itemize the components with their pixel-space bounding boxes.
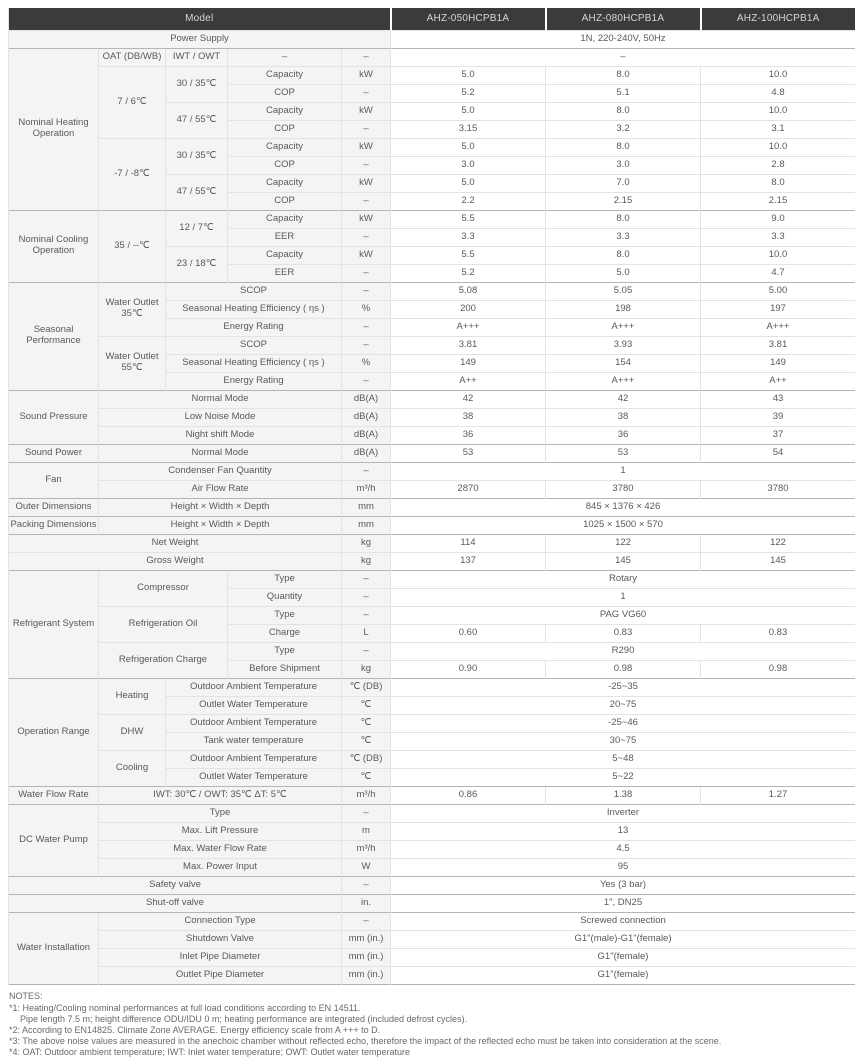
- model-name-cell: AHZ-050HCPB1A: [391, 8, 546, 30]
- value-cell: 1025 × 1500 × 570: [391, 516, 855, 534]
- group-label-cell: Water Flow Rate: [9, 786, 99, 804]
- spec-label-cell: Night shift Mode: [99, 426, 342, 444]
- spec-label-cell: Type: [228, 570, 342, 588]
- table-row: [9, 570, 855, 588]
- value-cell: 149: [701, 354, 855, 372]
- value-cell: 5.2: [391, 84, 546, 102]
- value-cell: A++: [701, 372, 855, 390]
- value-cell: 10.0: [701, 138, 855, 156]
- value-cell: 10.0: [701, 246, 855, 264]
- spec-label-cell: Outdoor Ambient Temperature: [166, 750, 342, 768]
- unit-cell: –: [342, 264, 391, 282]
- spec-label-cell: 23 / 18℃: [166, 246, 228, 282]
- table-row: [9, 966, 855, 984]
- value-cell: 0.60: [391, 624, 546, 642]
- spec-label-cell: Capacity: [228, 102, 342, 120]
- table-row: [9, 480, 855, 498]
- value-cell: 8.0: [546, 102, 701, 120]
- unit-cell: –: [342, 336, 391, 354]
- value-cell: Rotary: [391, 570, 855, 588]
- spec-label-cell: 47 / 55℃: [166, 174, 228, 210]
- spec-label-cell: Connection Type: [99, 912, 342, 930]
- value-cell: –: [391, 48, 855, 66]
- group-label-cell: Operation Range: [9, 678, 99, 786]
- unit-cell: mm (in.): [342, 930, 391, 948]
- value-cell: 95: [391, 858, 855, 876]
- unit-cell: kg: [342, 660, 391, 678]
- unit-cell: m³/h: [342, 786, 391, 804]
- value-cell: 137: [391, 552, 546, 570]
- table-row: [9, 714, 855, 732]
- value-cell: 5.00: [701, 282, 855, 300]
- spec-label-cell: –: [228, 48, 342, 66]
- unit-cell: mm: [342, 498, 391, 516]
- value-cell: 5.2: [391, 264, 546, 282]
- value-cell: 1: [391, 462, 855, 480]
- value-cell: 198: [546, 300, 701, 318]
- spec-label-cell: SCOP: [166, 282, 342, 300]
- value-cell: 114: [391, 534, 546, 552]
- unit-cell: –: [342, 228, 391, 246]
- spec-label-cell: Quantity: [228, 588, 342, 606]
- spec-label-cell: Heating: [99, 678, 166, 714]
- value-cell: 36: [391, 426, 546, 444]
- unit-cell: –: [342, 912, 391, 930]
- table-row: [9, 786, 855, 804]
- value-cell: 7.0: [546, 174, 701, 192]
- spec-label-cell: Outlet Pipe Diameter: [99, 966, 342, 984]
- value-cell: 3.0: [391, 156, 546, 174]
- group-label-cell: Packing Dimensions: [9, 516, 99, 534]
- value-cell: 5.08: [391, 282, 546, 300]
- spec-label-cell: Energy Rating: [166, 318, 342, 336]
- model-name-cell: AHZ-100HCPB1A: [701, 8, 855, 30]
- value-cell: 36: [546, 426, 701, 444]
- value-cell: 3.3: [391, 228, 546, 246]
- value-cell: 4.7: [701, 264, 855, 282]
- unit-cell: kW: [342, 174, 391, 192]
- group-label-cell: Refrigerant System: [9, 570, 99, 678]
- value-cell: 8.0: [546, 138, 701, 156]
- spec-label-cell: DHW: [99, 714, 166, 750]
- unit-cell: mm (in.): [342, 948, 391, 966]
- spec-label-cell: Seasonal Heating Efficiency ( ηs ): [166, 300, 342, 318]
- table-row: [9, 408, 855, 426]
- value-cell: 43: [701, 390, 855, 408]
- value-cell: 197: [701, 300, 855, 318]
- value-cell: 9.0: [701, 210, 855, 228]
- value-cell: 5.1: [546, 84, 701, 102]
- unit-cell: %: [342, 354, 391, 372]
- table-row: [9, 8, 855, 30]
- value-cell: 5.0: [546, 264, 701, 282]
- value-cell: PAG VG60: [391, 606, 855, 624]
- value-cell: 39: [701, 408, 855, 426]
- spec-label-cell: Power Supply: [9, 30, 391, 48]
- unit-cell: –: [342, 804, 391, 822]
- value-cell: 2.15: [546, 192, 701, 210]
- value-cell: 38: [391, 408, 546, 426]
- unit-cell: ℃: [342, 696, 391, 714]
- unit-cell: in.: [342, 894, 391, 912]
- value-cell: 10.0: [701, 66, 855, 84]
- group-label-cell: Seasonal Performance: [9, 282, 99, 390]
- table-row: [9, 498, 855, 516]
- spec-label-cell: 47 / 55℃: [166, 102, 228, 138]
- spec-label-cell: Normal Mode: [99, 444, 342, 462]
- table-row: [9, 336, 855, 354]
- spec-label-cell: 12 / 7℃: [166, 210, 228, 246]
- spec-label-cell: Capacity: [228, 174, 342, 192]
- table-row: [9, 822, 855, 840]
- value-cell: 2.15: [701, 192, 855, 210]
- unit-cell: –: [342, 318, 391, 336]
- table-row: [9, 516, 855, 534]
- value-cell: 8.0: [546, 210, 701, 228]
- table-row: [9, 534, 855, 552]
- spec-label-cell: Capacity: [228, 138, 342, 156]
- spec-label-cell: Outlet Water Temperature: [166, 768, 342, 786]
- note-line: *4: OAT: Outdoor ambient temperature; IWT: Inlet water temperature; OWT: Outlet water temperature: [9, 1047, 855, 1058]
- table-row: [9, 138, 855, 156]
- spec-label-cell: Capacity: [228, 210, 342, 228]
- note-line: *3: The above noise values are measured in the anechoic chamber without reflected echo, therefore the impact of the reflected echo must be taken into consideration at the scene.: [9, 1036, 855, 1047]
- table-row: [9, 948, 855, 966]
- value-cell: 3780: [701, 480, 855, 498]
- value-cell: 5~48: [391, 750, 855, 768]
- value-cell: 2870: [391, 480, 546, 498]
- value-cell: 1", DN25: [391, 894, 855, 912]
- group-label-cell: Fan: [9, 462, 99, 498]
- unit-cell: mm (in.): [342, 966, 391, 984]
- unit-cell: kW: [342, 138, 391, 156]
- table-row: [9, 912, 855, 930]
- value-cell: 5.0: [391, 102, 546, 120]
- table-row: [9, 48, 855, 66]
- notes-section: [9, 991, 855, 1058]
- value-cell: 3.15: [391, 120, 546, 138]
- model-name-cell: AHZ-080HCPB1A: [546, 8, 701, 30]
- value-cell: Inverter: [391, 804, 855, 822]
- unit-cell: kW: [342, 66, 391, 84]
- value-cell: 1N, 220-240V, 50Hz: [391, 30, 855, 48]
- table-row: [9, 804, 855, 822]
- value-cell: 38: [546, 408, 701, 426]
- spec-label-cell: 35 / --℃: [99, 210, 166, 282]
- value-cell: A+++: [546, 372, 701, 390]
- value-cell: 5.0: [391, 66, 546, 84]
- value-cell: 5.5: [391, 246, 546, 264]
- value-cell: 3780: [546, 480, 701, 498]
- value-cell: 3.2: [546, 120, 701, 138]
- unit-cell: mm: [342, 516, 391, 534]
- table-row: [9, 444, 855, 462]
- value-cell: 1.27: [701, 786, 855, 804]
- value-cell: 5.0: [391, 174, 546, 192]
- value-cell: -25~35: [391, 678, 855, 696]
- spec-label-cell: Height × Width × Depth: [99, 498, 342, 516]
- spec-label-cell: Height × Width × Depth: [99, 516, 342, 534]
- table-row: [9, 390, 855, 408]
- spec-label-cell: Outlet Water Temperature: [166, 696, 342, 714]
- spec-label-cell: COP: [228, 120, 342, 138]
- unit-cell: –: [342, 282, 391, 300]
- spec-label-cell: Energy Rating: [166, 372, 342, 390]
- value-cell: Yes (3 bar): [391, 876, 855, 894]
- unit-cell: kW: [342, 210, 391, 228]
- value-cell: 8.0: [546, 246, 701, 264]
- value-cell: 5.0: [391, 138, 546, 156]
- value-cell: 200: [391, 300, 546, 318]
- value-cell: 0.83: [701, 624, 855, 642]
- value-cell: 42: [546, 390, 701, 408]
- table-row: [9, 462, 855, 480]
- spec-table: [8, 8, 855, 985]
- note-line: *1: Heating/Cooling nominal performances at full load conditions according to EN 14511.: [9, 1003, 855, 1014]
- spec-label-cell: COP: [228, 84, 342, 102]
- table-row: [9, 642, 855, 660]
- spec-label-cell: 30 / 35℃: [166, 138, 228, 174]
- spec-label-cell: Water Outlet 55℃: [99, 336, 166, 390]
- value-cell: 10.0: [701, 102, 855, 120]
- notes-lines: [9, 1003, 855, 1058]
- spec-label-cell: Refrigeration Oil: [99, 606, 228, 642]
- spec-label-cell: Water Outlet 35℃: [99, 282, 166, 336]
- spec-label-cell: Before Shipment: [228, 660, 342, 678]
- group-label-cell: Nominal Cooling Operation: [9, 210, 99, 282]
- unit-cell: %: [342, 300, 391, 318]
- value-cell: 145: [701, 552, 855, 570]
- group-label-cell: Sound Pressure: [9, 390, 99, 444]
- model-header-cell: Model: [9, 8, 391, 30]
- value-cell: 3.81: [701, 336, 855, 354]
- unit-cell: –: [342, 120, 391, 138]
- unit-cell: –: [342, 84, 391, 102]
- spec-label-cell: Type: [228, 642, 342, 660]
- notes-title: NOTES:: [9, 991, 855, 1002]
- spec-label-cell: Compressor: [99, 570, 228, 606]
- value-cell: 5~22: [391, 768, 855, 786]
- table-row: [9, 210, 855, 228]
- value-cell: G1"(female): [391, 948, 855, 966]
- unit-cell: W: [342, 858, 391, 876]
- value-cell: 5.05: [546, 282, 701, 300]
- spec-label-cell: Gross Weight: [9, 552, 342, 570]
- unit-cell: dB(A): [342, 444, 391, 462]
- unit-cell: ℃: [342, 732, 391, 750]
- unit-cell: dB(A): [342, 426, 391, 444]
- value-cell: 1: [391, 588, 855, 606]
- spec-label-cell: Air Flow Rate: [99, 480, 342, 498]
- value-cell: 4.5: [391, 840, 855, 858]
- spec-label-cell: Capacity: [228, 66, 342, 84]
- spec-label-cell: Outdoor Ambient Temperature: [166, 678, 342, 696]
- unit-cell: –: [342, 588, 391, 606]
- group-label-cell: DC Water Pump: [9, 804, 99, 876]
- spec-label-cell: SCOP: [166, 336, 342, 354]
- value-cell: 0.83: [546, 624, 701, 642]
- unit-cell: kW: [342, 246, 391, 264]
- value-cell: 8.0: [701, 174, 855, 192]
- value-cell: A+++: [391, 318, 546, 336]
- table-row: [9, 552, 855, 570]
- unit-cell: –: [342, 570, 391, 588]
- unit-cell: ℃ (DB): [342, 678, 391, 696]
- table-row: [9, 930, 855, 948]
- group-label-cell: Sound Power: [9, 444, 99, 462]
- spec-label-cell: Capacity: [228, 246, 342, 264]
- value-cell: 0.86: [391, 786, 546, 804]
- group-label-cell: Water Installation: [9, 912, 99, 984]
- note-line: *2: According to EN14825. Climate Zone AVERAGE. Energy efficiency scale from A +++ to D.: [9, 1025, 855, 1036]
- value-cell: 30~75: [391, 732, 855, 750]
- unit-cell: kW: [342, 102, 391, 120]
- value-cell: G1"(male)-G1"(female): [391, 930, 855, 948]
- table-row: [9, 894, 855, 912]
- value-cell: A+++: [546, 318, 701, 336]
- unit-cell: dB(A): [342, 408, 391, 426]
- spec-label-cell: Type: [228, 606, 342, 624]
- unit-cell: –: [342, 192, 391, 210]
- value-cell: 0.98: [701, 660, 855, 678]
- unit-cell: –: [342, 48, 391, 66]
- table-row: [9, 840, 855, 858]
- value-cell: 2.8: [701, 156, 855, 174]
- value-cell: 13: [391, 822, 855, 840]
- note-line: Pipe length 7.5 m; height difference ODU/IDU 0 m; heating performance are integrated (included defrost cycles).: [9, 1014, 855, 1025]
- value-cell: 122: [701, 534, 855, 552]
- spec-label-cell: Seasonal Heating Efficiency ( ηs ): [166, 354, 342, 372]
- value-cell: Screwed connection: [391, 912, 855, 930]
- value-cell: 0.98: [546, 660, 701, 678]
- spec-label-cell: Cooling: [99, 750, 166, 786]
- spec-label-cell: Low Noise Mode: [99, 408, 342, 426]
- value-cell: 42: [391, 390, 546, 408]
- spec-label-cell: Shutdown Valve: [99, 930, 342, 948]
- unit-cell: ℃ (DB): [342, 750, 391, 768]
- spec-label-cell: COP: [228, 156, 342, 174]
- unit-cell: ℃: [342, 714, 391, 732]
- table-row: [9, 66, 855, 84]
- spec-label-cell: IWT: 30℃ / OWT: 35℃ ΔT: 5℃: [99, 786, 342, 804]
- spec-label-cell: Condenser Fan Quantity: [99, 462, 342, 480]
- unit-cell: –: [342, 642, 391, 660]
- value-cell: 53: [391, 444, 546, 462]
- unit-cell: –: [342, 156, 391, 174]
- value-cell: 5.5: [391, 210, 546, 228]
- table-row: [9, 30, 855, 48]
- unit-cell: m³/h: [342, 840, 391, 858]
- unit-cell: –: [342, 876, 391, 894]
- table-row: [9, 282, 855, 300]
- value-cell: A++: [391, 372, 546, 390]
- value-cell: 145: [546, 552, 701, 570]
- spec-label-cell: OAT (DB/WB): [99, 48, 166, 66]
- spec-label-cell: Type: [99, 804, 342, 822]
- spec-label-cell: EER: [228, 228, 342, 246]
- unit-cell: ℃: [342, 768, 391, 786]
- value-cell: 122: [546, 534, 701, 552]
- spec-label-cell: Max. Water Flow Rate: [99, 840, 342, 858]
- value-cell: 1.38: [546, 786, 701, 804]
- value-cell: 3.3: [546, 228, 701, 246]
- value-cell: 149: [391, 354, 546, 372]
- unit-cell: –: [342, 606, 391, 624]
- value-cell: R290: [391, 642, 855, 660]
- spec-label-cell: Charge: [228, 624, 342, 642]
- value-cell: 3.1: [701, 120, 855, 138]
- value-cell: 3.0: [546, 156, 701, 174]
- value-cell: 20~75: [391, 696, 855, 714]
- value-cell: 3.93: [546, 336, 701, 354]
- spec-label-cell: Max. Power Input: [99, 858, 342, 876]
- spec-label-cell: IWT / OWT: [166, 48, 228, 66]
- value-cell: 3.3: [701, 228, 855, 246]
- value-cell: 53: [546, 444, 701, 462]
- value-cell: 154: [546, 354, 701, 372]
- value-cell: A+++: [701, 318, 855, 336]
- table-row: [9, 678, 855, 696]
- table-row: [9, 876, 855, 894]
- table-row: [9, 426, 855, 444]
- spec-label-cell: COP: [228, 192, 342, 210]
- value-cell: 37: [701, 426, 855, 444]
- value-cell: G1"(female): [391, 966, 855, 984]
- group-label-cell: Outer Dimensions: [9, 498, 99, 516]
- value-cell: 3.81: [391, 336, 546, 354]
- spec-label-cell: Safety valve: [9, 876, 342, 894]
- spec-label-cell: Refrigeration Charge: [99, 642, 228, 678]
- value-cell: 2.2: [391, 192, 546, 210]
- unit-cell: kg: [342, 534, 391, 552]
- value-cell: 54: [701, 444, 855, 462]
- spec-label-cell: 7 / 6℃: [99, 66, 166, 138]
- unit-cell: kg: [342, 552, 391, 570]
- unit-cell: m³/h: [342, 480, 391, 498]
- value-cell: -25~46: [391, 714, 855, 732]
- spec-label-cell: Outdoor Ambient Temperature: [166, 714, 342, 732]
- spec-label-cell: Max. Lift Pressure: [99, 822, 342, 840]
- spec-table-body: [9, 8, 855, 984]
- table-row: [9, 750, 855, 768]
- spec-label-cell: Net Weight: [9, 534, 342, 552]
- table-row: [9, 858, 855, 876]
- spec-label-cell: EER: [228, 264, 342, 282]
- spec-label-cell: Tank water temperature: [166, 732, 342, 750]
- value-cell: 0.90: [391, 660, 546, 678]
- value-cell: 8.0: [546, 66, 701, 84]
- spec-label-cell: -7 / -8℃: [99, 138, 166, 210]
- table-row: [9, 606, 855, 624]
- value-cell: 845 × 1376 × 426: [391, 498, 855, 516]
- unit-cell: L: [342, 624, 391, 642]
- unit-cell: –: [342, 462, 391, 480]
- unit-cell: m: [342, 822, 391, 840]
- spec-label-cell: 30 / 35℃: [166, 66, 228, 102]
- spec-label-cell: Shut-off valve: [9, 894, 342, 912]
- spec-label-cell: Inlet Pipe Diameter: [99, 948, 342, 966]
- unit-cell: –: [342, 372, 391, 390]
- unit-cell: dB(A): [342, 390, 391, 408]
- group-label-cell: Nominal Heating Operation: [9, 48, 99, 210]
- spec-label-cell: Normal Mode: [99, 390, 342, 408]
- value-cell: 4.8: [701, 84, 855, 102]
